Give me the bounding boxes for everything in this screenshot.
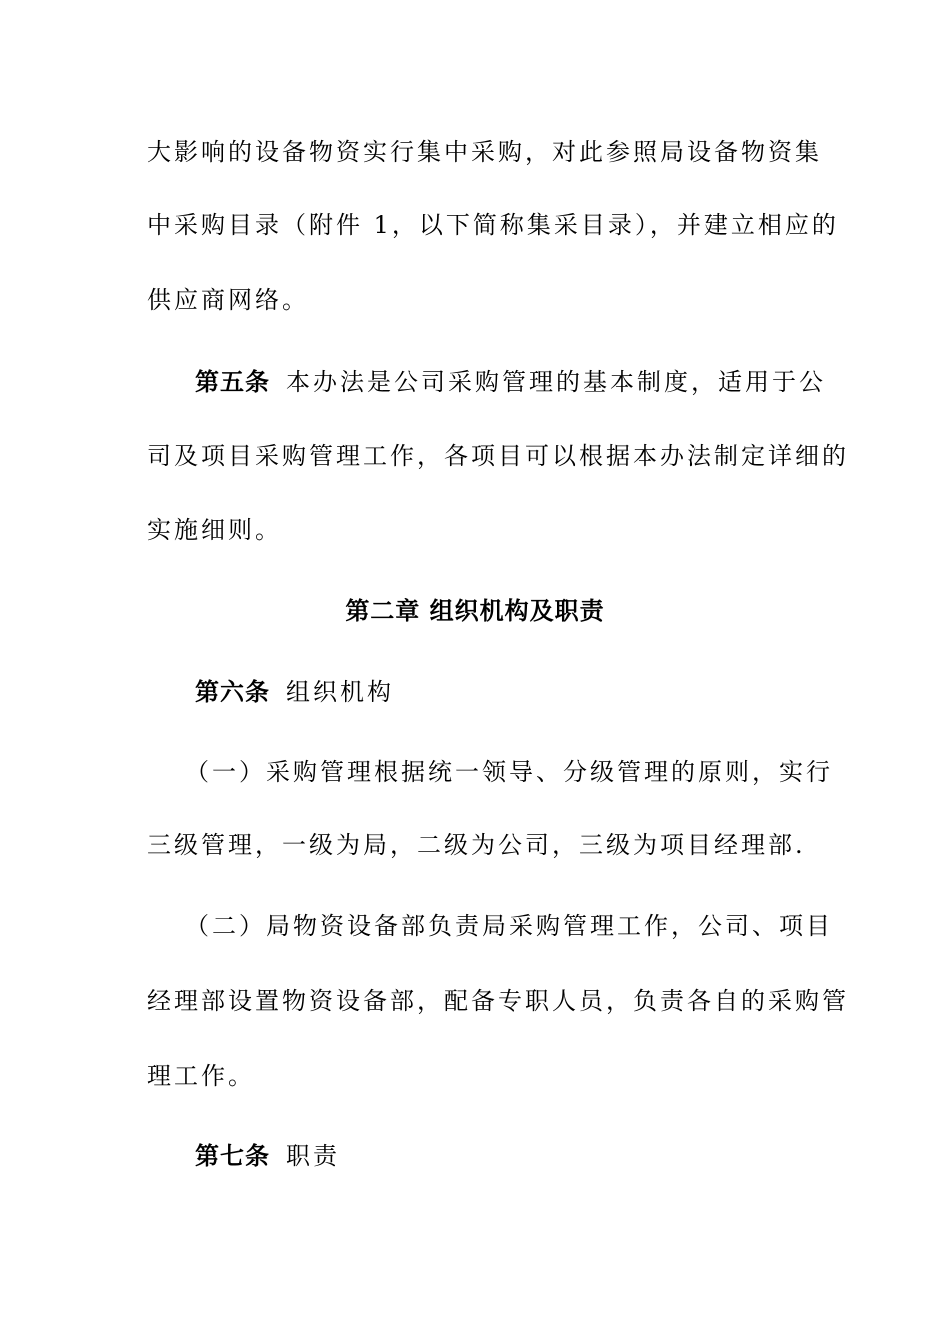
- paragraph-line: 实施细则。: [147, 516, 282, 544]
- paragraph-line: 经理部设置物资设备部，配备专职人员，负责各自的采购管: [147, 987, 849, 1015]
- item-2-line: （二）局物资设备部负责局采购管理工作，公司、项目: [185, 912, 833, 940]
- article-6-line: [195, 676, 807, 708]
- item-1-line: （一）采购管理根据统一领导、分级管理的原则，实行: [185, 758, 833, 786]
- article-7-text: 职责: [286, 1142, 340, 1170]
- article-6-text: 组织机构: [286, 678, 394, 706]
- article-5-line: [195, 366, 826, 398]
- paragraph-line: 三级管理，一级为局，二级为公司，三级为项目经理部.: [147, 831, 806, 859]
- article-5-label: 第五条: [195, 367, 270, 396]
- paragraph-line: 司及项目采购管理工作，各项目可以根据本办法制定详细的: [147, 442, 849, 470]
- article-7-label: 第七条: [195, 1141, 270, 1170]
- article-7-line: [195, 1140, 807, 1172]
- chapter-heading: 第二章 组织机构及职责: [345, 596, 605, 625]
- paragraph-line: 中采购目录（附件 1，以下简称集采目录），并建立相应的: [147, 211, 839, 239]
- paragraph-line: 理工作。: [147, 1062, 255, 1090]
- paragraph-line: 供应商网络。: [147, 286, 309, 314]
- article-5-text: 本办法是公司采购管理的基本制度，适用于公: [286, 368, 826, 396]
- paragraph-line: 大影响的设备物资实行集中采购，对此参照局设备物资集: [147, 138, 822, 166]
- article-6-label: 第六条: [195, 677, 270, 706]
